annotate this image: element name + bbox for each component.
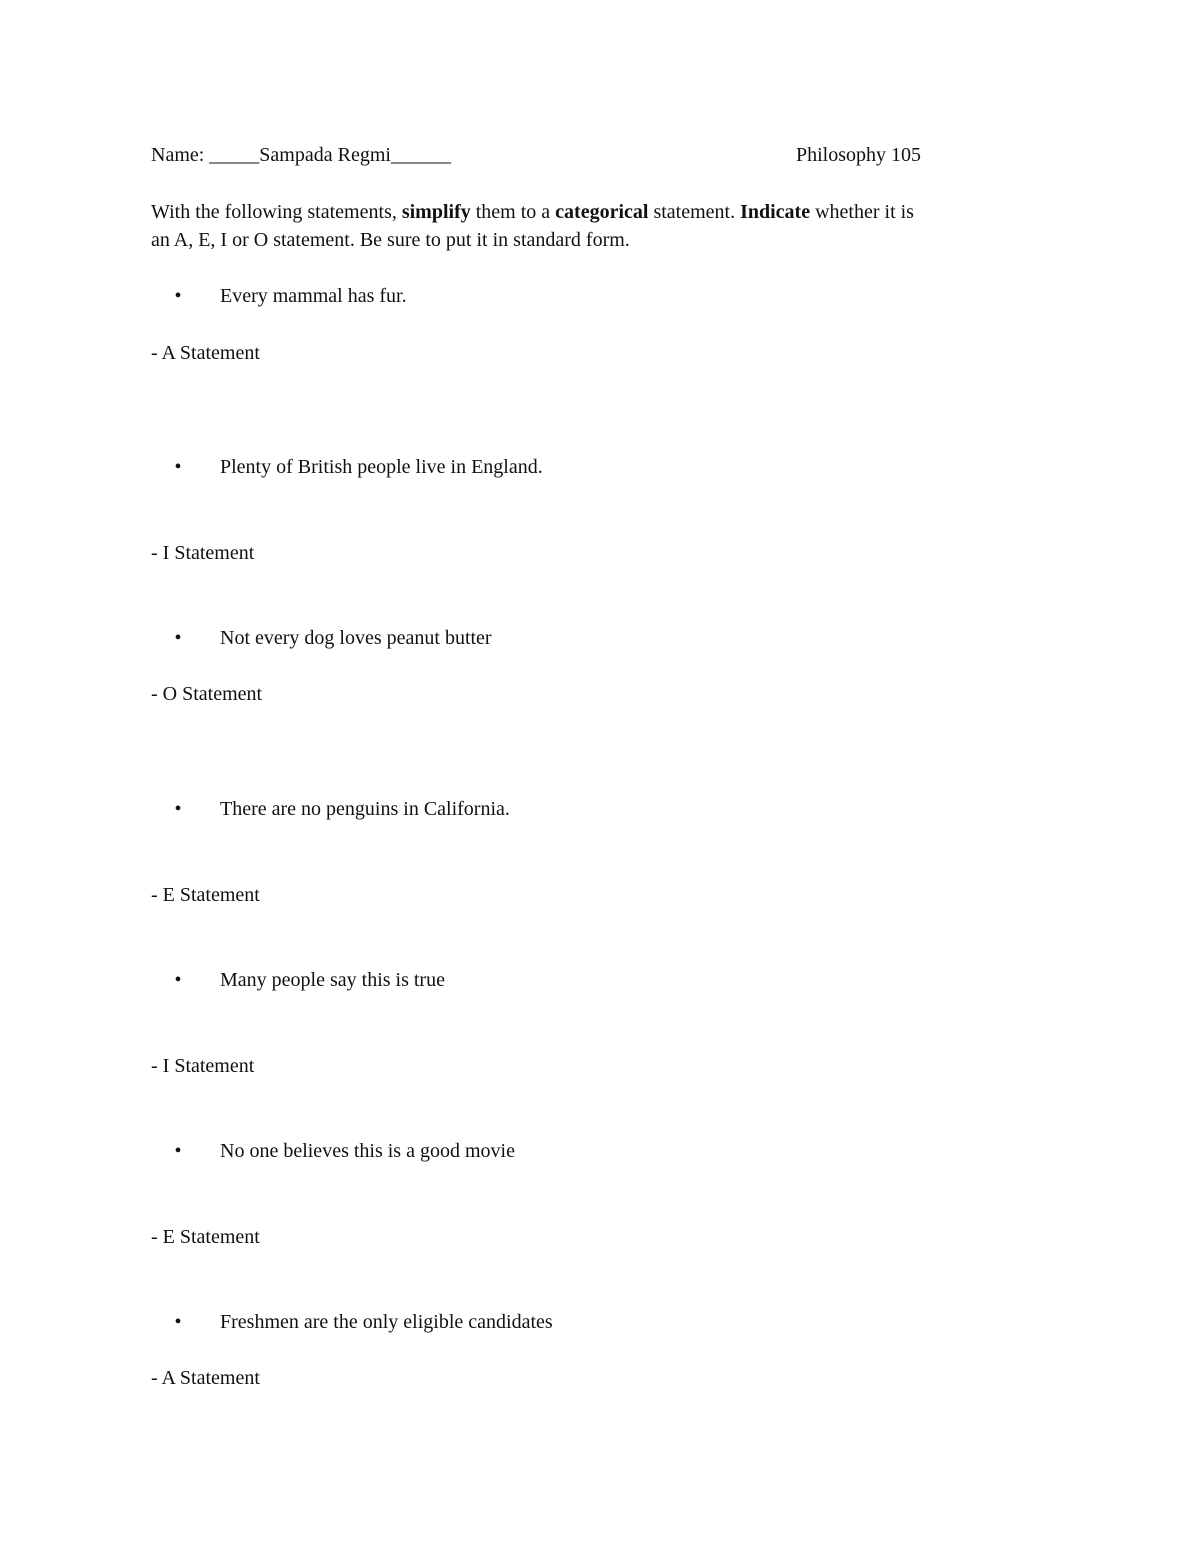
instructions-bold-simplify: simplify	[401, 201, 471, 223]
name-line: Name: _____Sampada Regmi______	[151, 144, 451, 166]
bullet-icon: •	[174, 969, 182, 991]
statement-5: Many people say this is true	[220, 969, 445, 991]
instructions-text-2: them to a	[470, 201, 556, 223]
statement-1: Every mammal has fur.	[220, 285, 407, 307]
answer-1: - A Statement	[151, 342, 260, 364]
instructions-text-1: With the following statements,	[151, 201, 402, 223]
answer-4: - E Statement	[151, 884, 260, 906]
answer-6: - E Statement	[151, 1226, 260, 1248]
bullet-icon: •	[174, 1311, 182, 1333]
instructions-line-2: an A, E, I or O statement. Be sure to put it in standard form.	[151, 229, 630, 251]
instructions-bold-indicate: Indicate	[740, 201, 811, 223]
bullet-icon: •	[174, 456, 182, 478]
statement-2: Plenty of British people live in England.	[220, 456, 543, 478]
bullet-icon: •	[174, 285, 182, 307]
statement-7: Freshmen are the only eligible candidates	[220, 1311, 553, 1333]
answer-2: - I Statement	[151, 542, 255, 564]
answer-5: - I Statement	[151, 1055, 255, 1077]
course-title: Philosophy 105	[796, 144, 922, 166]
statement-6: No one believes this is a good movie	[220, 1140, 515, 1162]
statement-4: There are no penguins in California.	[220, 798, 510, 820]
bullet-icon: •	[174, 627, 182, 649]
statement-3: Not every dog loves peanut butter	[220, 627, 492, 649]
answer-7: - A Statement	[151, 1367, 260, 1389]
instructions-text-4: whether it is	[810, 201, 914, 223]
instructions-text-3: statement.	[648, 201, 741, 223]
instructions-bold-categorical: categorical	[555, 201, 649, 223]
bullet-icon: •	[174, 1140, 182, 1162]
answer-3: - O Statement	[151, 683, 263, 705]
bullet-icon: •	[174, 798, 182, 820]
instructions-line-1	[151, 198, 914, 226]
